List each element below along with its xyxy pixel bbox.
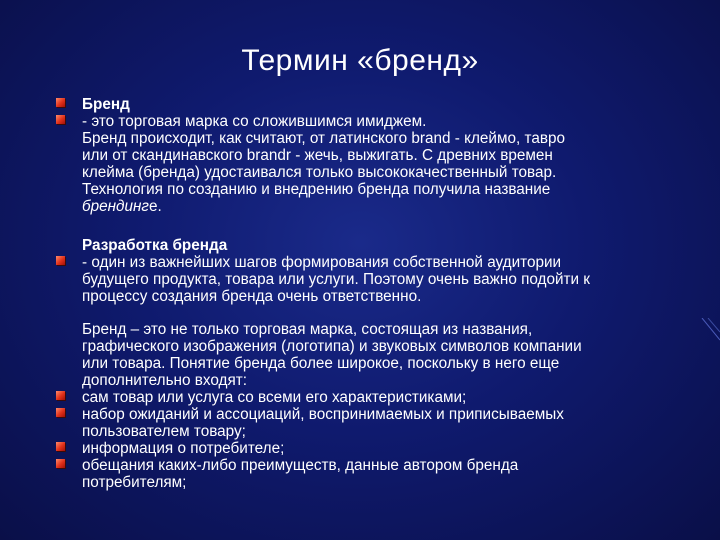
slide-body [56,96,696,491]
text-line: или товара. Понятие бренда более широкое, поскольку в него еще [82,355,560,372]
text-line-branding [56,198,696,215]
text-line: Бренд – это не только торговая марка, состоящая из названия, [82,321,533,338]
bullet-icon [56,391,65,400]
text-line: клейма (бренда) удостаивался только высококачественный товар. [82,164,557,181]
development-heading: Разработка бренда [82,237,228,254]
bullet-row-item [56,406,696,423]
text-line: процессу создания бренда очень ответственно. [82,288,422,305]
bullet-icon [56,408,65,417]
bullet-row-item [56,457,696,474]
bullet-icon [56,115,65,124]
brand-heading: Бренд [82,96,130,113]
bullet-row-brand-heading [56,96,696,113]
list-item-text: обещания каких-либо преимуществ, данные автором бренда [82,457,519,474]
list-item-text: информация о потребителе; [82,440,285,457]
decorative-lines [700,318,720,358]
bullet-row-brand-definition [56,113,696,130]
list-item-text: пользователем товару; [82,423,246,440]
text-line: Бренд происходит, как считают, от латинского brand - клеймо, тавро [82,130,565,147]
list-item-text: сам товар или услуга со всеми его характеристиками; [82,389,467,406]
bullet-icon [56,442,65,451]
bullet-row-item [56,440,696,457]
text-line: Технология по созданию и внедрению бренда получила название [82,181,551,198]
text-line: - один из важнейших шагов формирования собственной аудитории [82,254,562,271]
text-fragment: е. [148,198,162,215]
text-line: дополнительно входят: [82,372,247,389]
bullet-icon [56,459,65,468]
text-line-development-heading [56,237,696,254]
text-line: или от скандинавского brandr - жечь, выжигать. С древних времен [82,147,553,164]
list-item-text: потребителям; [82,474,187,491]
text-line: графического изображения (логотипа) и звуковых символов компании [82,338,582,355]
bullet-icon [56,256,65,265]
list-item-text: набор ожиданий и ассоциаций, воспринимаемых и приписываемых [82,406,564,423]
branding-term: брендинг [82,198,149,215]
bullet-icon [56,98,65,107]
bullet-row-development [56,254,696,271]
slide-title: Термин «бренд» [241,44,479,77]
text-line: - это торговая марка со сложившимся имиджем. [82,113,427,130]
text-line: будущего продукта, товара или услуги. Поэтому очень важно подойти к [82,271,591,288]
bullet-row-item [56,389,696,406]
